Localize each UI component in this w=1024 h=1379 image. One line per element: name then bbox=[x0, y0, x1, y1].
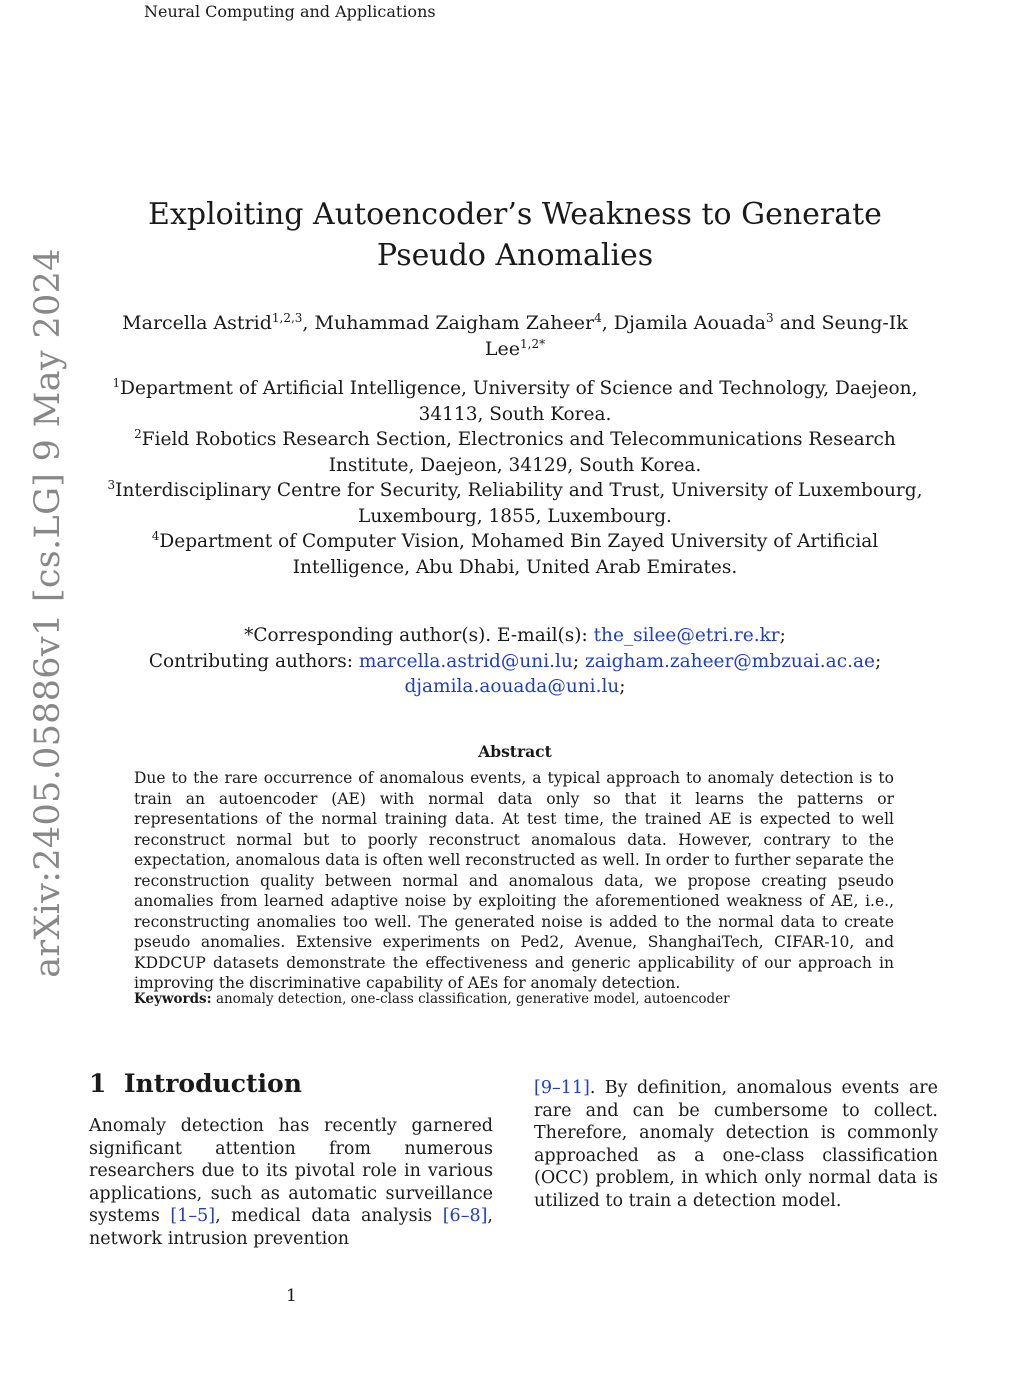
affiliation-number: 4 bbox=[151, 529, 160, 543]
citation-link[interactable]: [6–8] bbox=[442, 1206, 488, 1226]
intro-text: Anomaly detection has recently garnered significant attention from numerous researchers due to its pivotal role in various applications, such as automatic surveillance systems bbox=[89, 1116, 493, 1226]
affiliation-number: 2 bbox=[134, 427, 142, 441]
affiliation-text: Field Robotics Research Section, Electronics and Telecommunications Research Institute, Daejeon, 34129, South Korea. bbox=[141, 429, 896, 476]
affiliation-text: Interdisciplinary Centre for Security, Reliability and Trust, University of Luxembourg, Luxembourg, 1855, Luxembourg. bbox=[115, 480, 923, 527]
intro-left-column bbox=[89, 1115, 493, 1250]
abstract-heading: Abstract bbox=[478, 742, 552, 761]
author-separator: , bbox=[302, 312, 315, 334]
affiliation-number: 3 bbox=[107, 478, 116, 492]
contact-block bbox=[100, 623, 930, 700]
affiliation-list bbox=[100, 376, 930, 580]
contributing-label: Contributing authors: bbox=[148, 650, 359, 672]
affiliation bbox=[100, 427, 930, 478]
citation-link[interactable]: [9–11] bbox=[534, 1078, 590, 1098]
author-affil-sup: 1,2,3 bbox=[271, 311, 303, 325]
author-name: Seung-Ik Lee bbox=[484, 312, 908, 360]
contributing-email-link[interactable]: djamila.aouada@uni.lu bbox=[404, 676, 620, 697]
keywords-label: Keywords: bbox=[134, 991, 212, 1007]
arxiv-stamp bbox=[14, 248, 82, 978]
author-affil-sup: 4 bbox=[594, 311, 602, 325]
section-number: 1 bbox=[89, 1069, 107, 1098]
page-number: 1 bbox=[286, 1286, 297, 1306]
author-separator: , bbox=[601, 312, 614, 334]
abstract-text: Due to the rare occurrence of anomalous events, a typical approach to anomaly detection is to train an autoencoder (AE) with normal data only so that it learns the patterns or representations of the normal training data. At test time, the trained AE is expected to well reconstruct normal but to poorly reconstruct anomalous data. However, contrary to the expectation, anomalous data is often well reconstructed as well. In order to further separate the reconstruction quality between normal and anomalous data, we propose creating pseudo anomalies from learned adaptive noise by exploiting the aforementioned weakness of AE, i.e., reconstructing anomalies too well. The generated noise is added to the normal data to create pseudo anomalies. Extensive experiments on Ped2, Avenue, ShanghaiTech, CIFAR-10, and KDDCUP datasets demonstrate the effectiveness and generic applicability of our approach in improving the discriminative capability of AEs for anomaly detection. bbox=[134, 769, 894, 992]
author-affil-sup: 1,2* bbox=[520, 337, 546, 351]
corresponding-label: *Corresponding author(s). E-mail(s): bbox=[244, 625, 594, 646]
author-list bbox=[100, 310, 930, 362]
affiliation bbox=[100, 376, 930, 427]
contributing-email-link[interactable]: marcella.astrid@uni.lu bbox=[358, 650, 573, 672]
keywords-text: anomaly detection, one-class classification, generative model, autoencoder bbox=[215, 991, 730, 1007]
author-affil-sup: 3 bbox=[766, 311, 774, 325]
intro-text: , network intrusion prevention bbox=[89, 1206, 493, 1249]
corresponding-email-link[interactable]: the_silee@etri.re.kr bbox=[593, 625, 780, 646]
contributing-email-link[interactable]: zaigham.zaheer@mbzuai.ac.ae bbox=[584, 650, 875, 672]
author-separator: and bbox=[773, 312, 822, 334]
affiliation-number: 1 bbox=[112, 376, 121, 390]
section-title-text: Introduction bbox=[123, 1069, 302, 1098]
intro-text: . By definition, anomalous events are rare and can be cumbersome to collect. Therefore, anomaly detection is commonly approached as a one-class classification (OCC) problem, in which only normal data is utilized to train a detection model. bbox=[534, 1078, 938, 1211]
affiliation-text: Department of Computer Vision, Mohamed Bin Zayed University of Artificial Intelligence, Abu Dhabi, United Arab Emirates. bbox=[159, 531, 879, 578]
journal-header: Neural Computing and Applications bbox=[144, 2, 436, 21]
author-name: Muhammad Zaigham Zaheer bbox=[314, 312, 595, 334]
corresponding-author-line bbox=[100, 623, 930, 649]
affiliation bbox=[100, 529, 930, 580]
affiliation bbox=[100, 478, 930, 529]
affiliation-text: Department of Artificial Intelligence, University of Science and Technology, Daejeon, 34113, South Korea. bbox=[120, 378, 918, 425]
contributing-authors-line: Contributing authors: marcella.astrid@uni.lu; zaigham.zaheer@mbzuai.ac.ae; bbox=[148, 650, 882, 672]
keywords-line bbox=[134, 991, 894, 1007]
citation-link[interactable]: [1–5] bbox=[170, 1206, 216, 1226]
intro-text: , medical data analysis bbox=[215, 1206, 443, 1226]
author-name: Marcella Astrid bbox=[122, 312, 272, 334]
arxiv-stamp-text: arXiv:2405.05886v1 [cs.LG] 9 May 2024 bbox=[28, 248, 68, 978]
section-heading bbox=[89, 1069, 302, 1098]
author-name: Djamila Aouada bbox=[613, 312, 767, 334]
contributing-authors-line-2: djamila.aouada@uni.lu; bbox=[404, 676, 626, 697]
corresponding-end: ; bbox=[779, 625, 786, 646]
paper-title: Exploiting Autoencoder’s Weakness to Generate Pseudo Anomalies bbox=[148, 197, 882, 273]
intro-right-column bbox=[534, 1077, 938, 1212]
